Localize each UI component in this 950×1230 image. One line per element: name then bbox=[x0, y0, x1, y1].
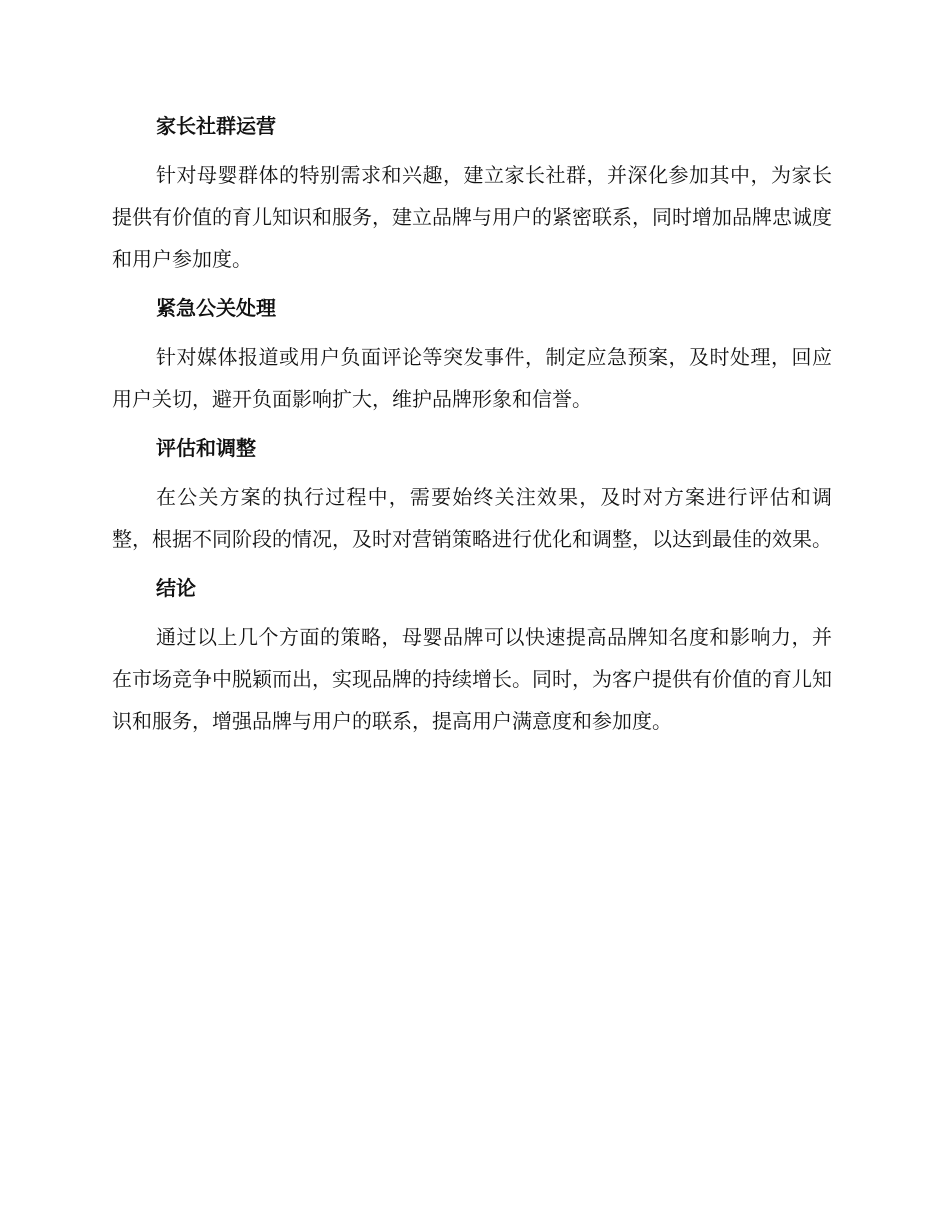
section-parent-community bbox=[112, 110, 832, 280]
section-conclusion bbox=[112, 572, 832, 742]
section-heading: 结论 bbox=[156, 576, 196, 600]
document-content bbox=[112, 110, 832, 754]
section-heading: 家长社群运营 bbox=[156, 114, 276, 138]
section-paragraph: 针对母婴群体的特别需求和兴趣，建立家长社群，并深化参加其中，为家长提供有价值的育儿知识和服务，建立品牌与用户的紧密联系，同时增加品牌忠诚度和用户参加度。 bbox=[112, 163, 832, 271]
section-heading: 评估和调整 bbox=[156, 436, 256, 460]
section-heading: 紧急公关处理 bbox=[156, 296, 276, 320]
section-evaluation bbox=[112, 432, 832, 560]
section-paragraph: 在公关方案的执行过程中，需要始终关注效果，及时对方案进行评估和调整，根据不同阶段的情况，及时对营销策略进行优化和调整，以达到最佳的效果。 bbox=[112, 485, 832, 551]
section-paragraph: 针对媒体报道或用户负面评论等突发事件，制定应急预案，及时处理，回应用户关切，避开负面影响扩大，维护品牌形象和信誉。 bbox=[112, 345, 832, 411]
section-emergency-pr bbox=[112, 292, 832, 420]
section-paragraph: 通过以上几个方面的策略，母婴品牌可以快速提高品牌知名度和影响力，并在市场竞争中脱颖而出，实现品牌的持续增长。同时，为客户提供有价值的育儿知识和服务，增强品牌与用户的联系，提高用户满意度和参加度。 bbox=[112, 625, 832, 733]
